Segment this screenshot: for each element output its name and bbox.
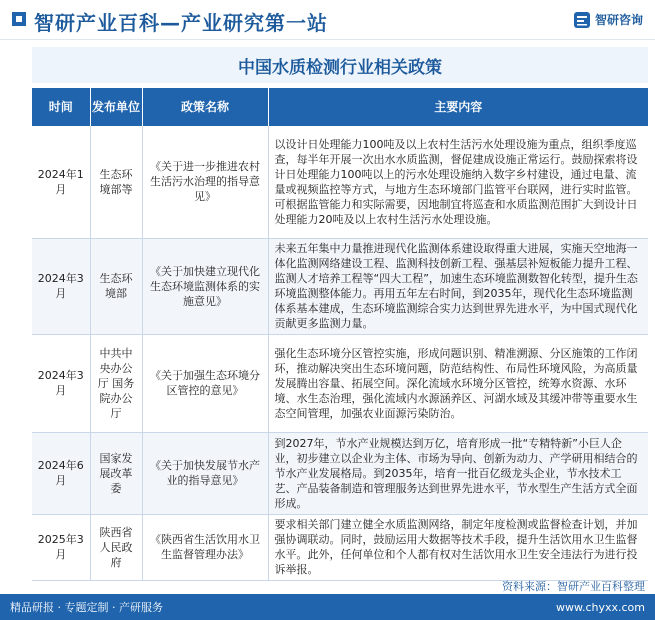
row-content: 要求相关部门建立健全水质监测网络，制定年度检测或监督检查计划，并加强协调联动。同时，鼓励运用大数据等技术手段，提升生活饮用水卫生监督水平。此外，任何单位和个人都有权对生活饮用水卫生安全违法行为进行投诉举报。 — [268, 514, 648, 580]
table-row — [32, 126, 648, 238]
source-note: 资料来源：智研产业百科整理 — [502, 580, 645, 593]
row-issuer: 国家发展改革委 — [90, 432, 142, 514]
table-header-row — [32, 88, 648, 126]
footer-slogan: 精品研报 · 专题定制 · 产研服务 — [10, 601, 163, 614]
policy-table — [32, 88, 648, 581]
row-time: 2025年3月 — [32, 514, 90, 580]
row-issuer: 中共中央办公厅 国务院办公厅 — [90, 334, 142, 432]
row-issuer: 生态环境部等 — [90, 126, 142, 238]
header-issuer: 发布单位 — [90, 88, 142, 126]
row-issuer: 陕西省人民政府 — [90, 514, 142, 580]
row-policy-name: 《关于加快建立现代化生态环境监测体系的实施意见》 — [142, 238, 268, 334]
row-time: 2024年1月 — [32, 126, 90, 238]
header-time: 时间 — [32, 88, 90, 126]
page-title: 中国水质检测行业相关政策 — [238, 57, 442, 78]
page-footer — [0, 594, 655, 620]
footer-url-link[interactable]: www.chyxx.com — [555, 600, 645, 614]
row-content: 以设计日处理能力100吨及以上农村生活污水处理设施为重点，组织季度巡查，每半年开展一次出水水质监测，督促建成设施正常运行。鼓励探索将设计日处理能力100吨以上的污水处理设施纳入数字乡村建设，通过电量、流量或视频监控等方式，与地方生态环境部门监管平台联网，进行实时监管。可根据监管能力和实际需要，因地制宜将巡查和水质监测范围扩大到设计日处理能力20吨及以上农村生活污水处理设施。 — [268, 126, 648, 238]
brand-logo[interactable] — [574, 11, 643, 28]
row-content: 到2027年，节水产业规模达到万亿，培育形成一批“专精特新”小巨人企业，初步建立以企业为主体、市场为导向、创新为动力、产学研用相结合的节水产业发展格局。到2035年，培育一批百亿级龙头企业，节水技术工艺、产品装备制造和管理服务达到世界先进水平，节水型生产生活方式全面形成。 — [268, 432, 648, 514]
row-policy-name: 《关于加快发展节水产业的指导意见》 — [142, 432, 268, 514]
table-row — [32, 334, 648, 432]
row-issuer: 生态环境部 — [90, 238, 142, 334]
brand-logo-icon — [574, 12, 590, 28]
table-row — [32, 432, 648, 514]
title-marker-icon — [12, 12, 26, 26]
site-title: 智研产业百科—产业研究第一站 — [34, 11, 328, 35]
table-row — [32, 238, 648, 334]
row-time: 2024年3月 — [32, 238, 90, 334]
table-row — [32, 514, 648, 580]
row-content: 强化生态环境分区管控实施，形成问题识别、精准溯源、分区施策的工作闭环，推动解决突出生态环境问题，防范结构性、布局性环境风险，为高质量发展腾出容量、拓展空间。深化流域水环境分区管控，统筹水资源、水环境、水生态治理，强化流域内水源涵养区、河湖水域及其缓冲带等重要水生态空间管理，加强农业面源污染防治。 — [268, 334, 648, 432]
title-bar — [32, 47, 648, 83]
header-content: 主要内容 — [268, 88, 648, 126]
row-policy-name: 《陕西省生活饮用水卫生监督管理办法》 — [142, 514, 268, 580]
brand-name: 智研咨询 — [594, 13, 643, 27]
row-time: 2024年6月 — [32, 432, 90, 514]
page-header — [0, 0, 655, 40]
row-policy-name: 《关于进一步推进农村生活污水治理的指导意见》 — [142, 126, 268, 238]
header-policy-name: 政策名称 — [142, 88, 268, 126]
row-content: 未来五年集中力量推进现代化监测体系建设取得重大进展，实施天空地海一体化监测网络建设工程、监测科技创新工程、强基层补短板能力提升工程、监测人才培养工程等“四大工程”，加速生态环境监测数智化转型，提升生态环境监测整体能力。再用五年左右时间，到2035年，现代化生态环境监测体系基本建成，生态环境监测综合实力达到世界先进水平，为中国式现代化贡献更多监测力量。 — [268, 238, 648, 334]
row-policy-name: 《关于加强生态环境分区管控的意见》 — [142, 334, 268, 432]
row-time: 2024年3月 — [32, 334, 90, 432]
